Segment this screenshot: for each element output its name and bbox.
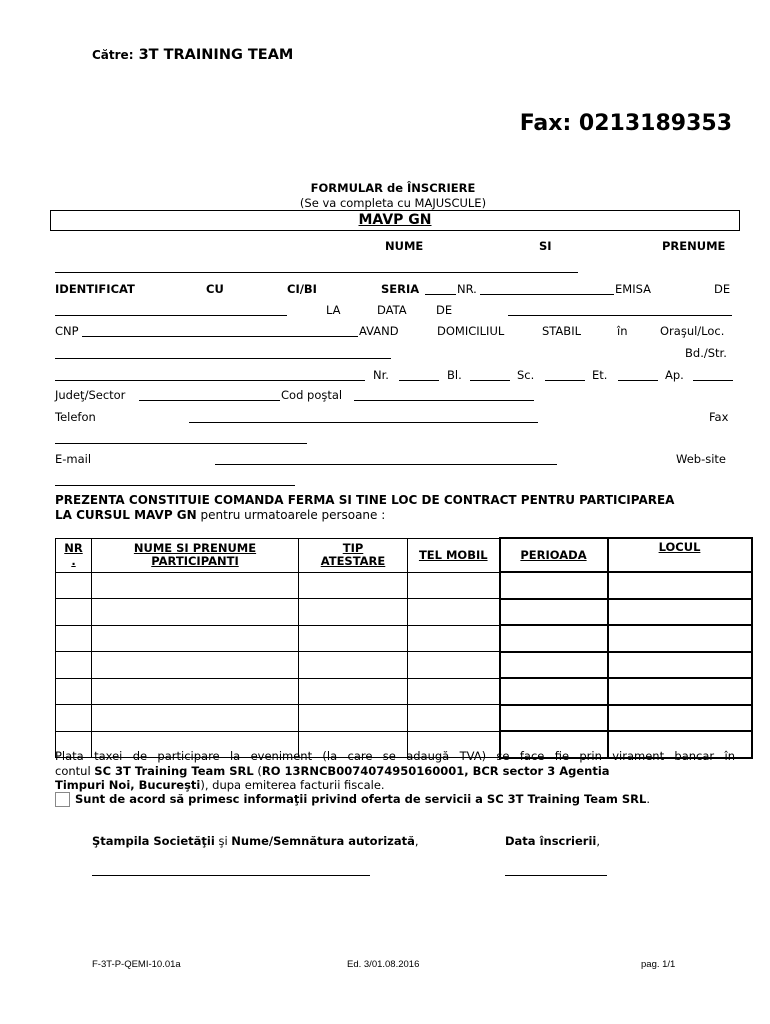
col-tel-label: TEL MOBIL [418, 547, 488, 562]
label-de: DE [714, 282, 731, 296]
label-telefon: Telefon [55, 410, 96, 424]
order-persons: pentru urmatoarele persoane : [200, 508, 386, 522]
payment-account: RO 13RNCB0074074950160001, BCR sector 3 Agentia [261, 764, 610, 778]
col-perioada [500, 538, 608, 572]
stamp-comma: , [414, 834, 419, 848]
website-line[interactable] [55, 485, 295, 486]
data-line[interactable] [508, 315, 732, 316]
et-line[interactable] [618, 380, 658, 381]
label-website: Web-site [676, 452, 726, 466]
form-subtitle: (Se va completa cu MAJUSCULE) [299, 196, 487, 210]
table-header-row [56, 538, 752, 572]
date-text: Data înscrierii [505, 834, 597, 848]
payment-company: SC 3T Training Team SRL [94, 764, 254, 778]
label-cod-postal: Cod poştal [281, 388, 343, 402]
signature-line[interactable] [92, 875, 370, 876]
label-bl: Bl. [447, 368, 462, 382]
label-bd-str: Bd./Str. [685, 346, 727, 360]
label-seria: SERIA [381, 282, 420, 296]
date-comma: , [596, 834, 600, 848]
col-nume-l1: NUME SI PRENUME [133, 541, 257, 555]
col-tip-l1: TIP [342, 541, 364, 555]
emisa-line[interactable] [55, 315, 287, 316]
label-fax: Fax [709, 410, 729, 424]
payment-agency: Timpuri Noi, Bucureşti [55, 778, 201, 792]
label-ap: Ap. [665, 368, 684, 382]
label-nr: NR. [457, 282, 477, 296]
col-nume [92, 538, 299, 572]
label-oras: Oraşul/Loc. [660, 324, 725, 338]
consent-label: Sunt de acord să primesc informaţii privind oferta de servicii a SC 3T Training Team SRL [75, 792, 647, 806]
col-locul [608, 538, 752, 572]
cnp-line[interactable] [82, 336, 358, 337]
payment-line-3 [55, 778, 385, 792]
label-email: E-mail [55, 452, 92, 466]
table-row [56, 625, 752, 652]
bl-line[interactable] [470, 380, 510, 381]
course-name: MAVP GN [358, 212, 432, 228]
participants-table [55, 537, 753, 759]
label-emisa: EMISA [615, 282, 651, 296]
label-judet: Judeţ/Sector [55, 388, 126, 402]
col-nume-l2: PARTICIPANTI [151, 554, 239, 568]
payment-line-2 [55, 764, 610, 778]
col-locul-label: LOCUL [658, 540, 701, 554]
footer-page: pag. 1/1 [641, 959, 676, 970]
label-data: DATA [377, 303, 407, 317]
label-cu: CU [206, 282, 224, 296]
fax-line[interactable] [55, 443, 307, 444]
label-de2: DE [436, 303, 453, 317]
consent-checkbox[interactable] [55, 792, 70, 807]
consent-text [75, 792, 650, 806]
col-nr-l1: NR [64, 541, 83, 555]
consent-dot: . [646, 792, 650, 806]
table-row [56, 599, 752, 626]
label-in: în [617, 324, 628, 338]
date-label [505, 834, 600, 848]
oras-line[interactable] [55, 358, 391, 359]
email-line[interactable] [215, 464, 557, 465]
order-course: LA CURSUL MAVP GN [55, 508, 197, 522]
seria-line[interactable] [425, 294, 456, 295]
footer-code: F-3T-P-QEMI-10.01a [92, 959, 181, 970]
sc-line[interactable] [545, 380, 585, 381]
to-label: Către: [92, 48, 134, 62]
name-line[interactable] [55, 272, 578, 273]
date-line[interactable] [505, 875, 607, 876]
label-nume: NUME [385, 239, 424, 253]
addr-nr-line[interactable] [399, 380, 439, 381]
fax-number: Fax: 0213189353 [519, 111, 732, 136]
payment-contul: contul [55, 764, 91, 778]
label-domiciliul: DOMICILIUL [437, 324, 505, 338]
street-line[interactable] [55, 380, 365, 381]
cod-postal-line[interactable] [354, 400, 534, 401]
label-sc: Sc. [517, 368, 535, 382]
table-row [56, 652, 752, 679]
label-avand: AVAND [359, 324, 399, 338]
to-value: 3T TRAINING TEAM [138, 47, 294, 63]
payment-paren: ( [257, 764, 262, 778]
stamp-company: Ştampila Societăţii [92, 834, 215, 848]
label-addr-nr: Nr. [373, 368, 389, 382]
payment-after: ), dupa emiterea facturii fiscale. [200, 778, 385, 792]
stamp-signature: Nume/Semnătura autorizată [231, 834, 415, 848]
recipient [92, 44, 293, 63]
label-identificat: IDENTIFICAT [55, 282, 135, 296]
col-tel [408, 538, 500, 572]
order-line-2 [55, 508, 385, 522]
label-si: SI [539, 239, 552, 253]
label-et: Et. [592, 368, 608, 382]
telefon-line[interactable] [189, 422, 538, 423]
judet-line[interactable] [139, 400, 280, 401]
table-row [56, 572, 752, 599]
label-prenume: PRENUME [662, 239, 726, 253]
stamp-si: şi [218, 834, 228, 848]
col-nr-l2: . [71, 554, 76, 568]
form-title: FORMULAR de ÎNSCRIERE [310, 181, 476, 195]
table-row [56, 705, 752, 732]
col-perioada-label: PERIOADA [520, 547, 587, 562]
label-ci-bi: CI/BI [287, 282, 317, 296]
label-cnp: CNP [55, 324, 79, 338]
ap-line[interactable] [693, 380, 733, 381]
payment-line-1: Plata taxei de participare la eveniment (la care se adaugă TVA) se face fie prin virament bancar în [55, 749, 735, 763]
table-row [56, 678, 752, 705]
nr-line[interactable] [480, 294, 614, 295]
footer-edition: Ed. 3/01.08.2016 [347, 959, 420, 970]
col-nr [56, 538, 92, 572]
label-stabil: STABIL [542, 324, 581, 338]
col-tip-l2: ATESTARE [320, 554, 386, 568]
course-box [50, 210, 740, 231]
stamp-label [92, 834, 419, 848]
order-line-1: PREZENTA CONSTITUIE COMANDA FERMA SI TINE LOC DE CONTRACT PENTRU PARTICIPAREA [55, 493, 675, 507]
label-la: LA [326, 303, 341, 317]
col-tip [299, 538, 408, 572]
